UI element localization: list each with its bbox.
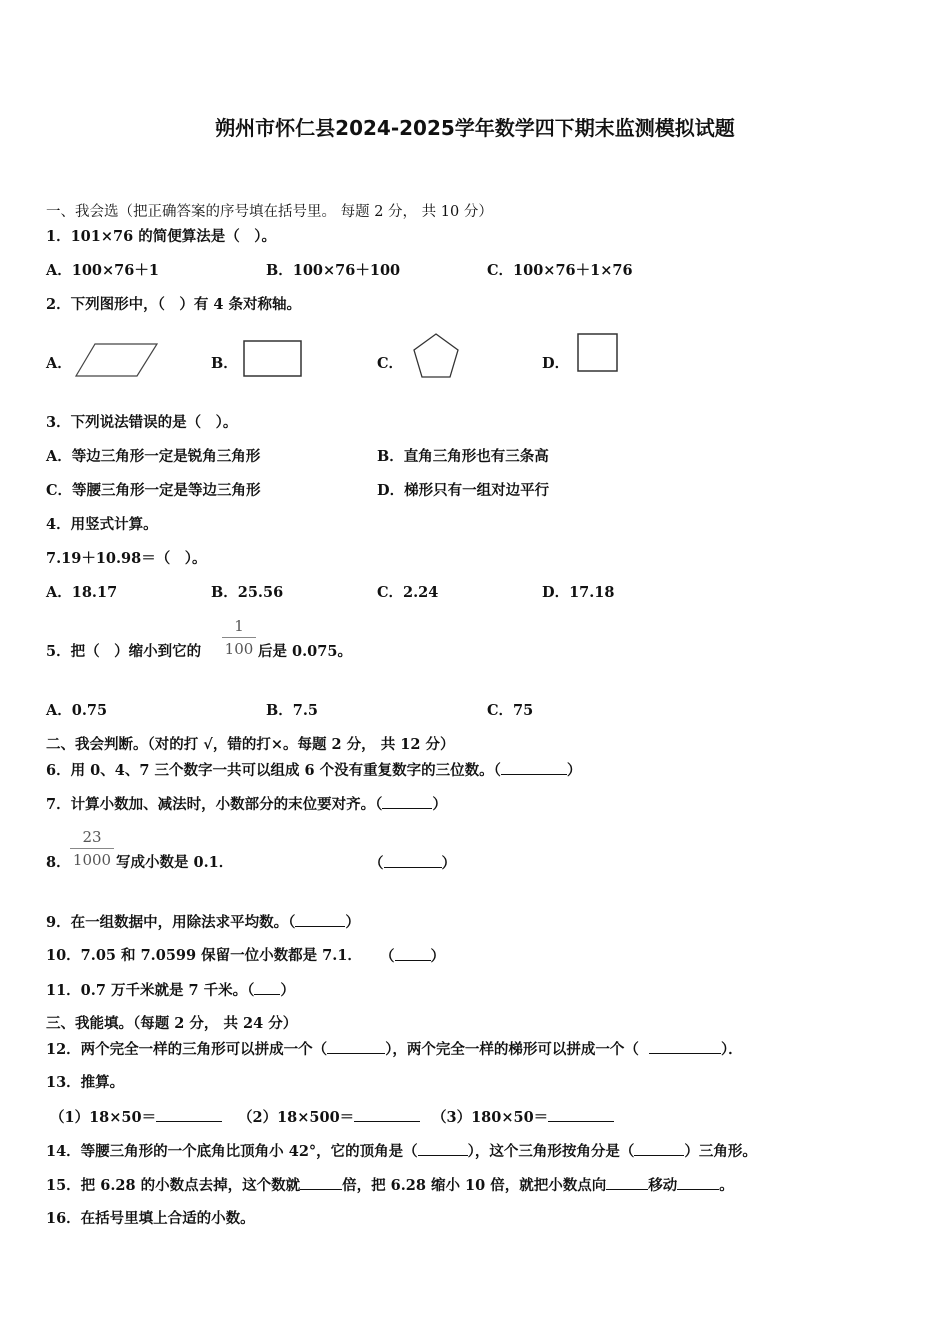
q14-statement	[46, 1141, 757, 1162]
fraction-numerator: 1	[234, 617, 244, 635]
q4-option-c: C．2.24	[377, 584, 439, 601]
q10-answer	[380, 946, 445, 967]
q3-stem: 3．下列说法错误的是（ ）。	[46, 414, 238, 431]
q13-item-1	[50, 1107, 222, 1128]
q1-option-a: A．100×76＋1	[46, 262, 159, 279]
section-3-heading: 三、我能填。（每题 2 分， 共 24 分）	[46, 1015, 298, 1032]
q12-blank-2[interactable]	[649, 1039, 721, 1054]
q3-option-c: C．等腰三角形一定是等边三角形	[46, 482, 261, 499]
q13-blank-3[interactable]	[548, 1107, 614, 1122]
q6-statement	[46, 760, 581, 781]
q8-answer-blank[interactable]	[384, 853, 442, 868]
q2-stem: 2．下列图形中，（ ）有 4 条对称轴。	[46, 296, 302, 313]
q12-part-3: ）．	[720, 1041, 743, 1058]
q8-open-paren: （	[369, 855, 384, 872]
q2-option-c: C．	[377, 355, 404, 372]
q4-option-d: D．17.18	[542, 584, 615, 601]
q10-answer-blank[interactable]	[395, 946, 431, 961]
q2-option-a: A．	[46, 355, 72, 372]
section-2-heading: 二、我会判断。（对的打 √，错的打×。每题 2 分， 共 12 分）	[46, 736, 455, 753]
section-1-heading: 一、我会选（把正确答案的序号填在括号里。 每题 2 分， 共 10 分）	[46, 204, 493, 220]
q9-text: 9．在一组数据中，用除法求平均数。（	[46, 914, 296, 931]
q11-text: 11．0.7 万千米就是 7 千米。（	[46, 982, 255, 999]
fraction-bar	[222, 637, 256, 638]
q4-option-b: B．25.56	[211, 584, 284, 601]
q1-option-b: B．100×76＋100	[266, 262, 401, 279]
q12-statement	[46, 1039, 743, 1060]
q2-option-d: D．	[542, 355, 570, 372]
q13-item-2	[238, 1107, 420, 1128]
q13-blank-1[interactable]	[156, 1107, 222, 1122]
square-icon	[577, 333, 619, 373]
page-title: 朔州市怀仁县2024-2025学年数学四下期末监测模拟试题	[215, 116, 735, 140]
q15-part-4: 。	[719, 1177, 734, 1194]
q5-stem-prefix: 5．把（ ）缩小到它的	[46, 643, 202, 660]
q14-part-1: 14．等腰三角形的一个底角比顶角小 42°，它的顶角是（	[46, 1143, 418, 1160]
q13-item-3-text: （3）180×50＝	[432, 1109, 549, 1126]
q7-statement	[46, 794, 447, 815]
q2-option-b: B．	[211, 355, 238, 372]
q15-part-1: 15．把 6.28 的小数点去掉，这个数就	[46, 1177, 301, 1194]
q5-stem-suffix: 后是 0.075。	[258, 643, 352, 660]
q10-close-paren: ）	[430, 948, 445, 965]
q12-part-1: 12．两个完全一样的三角形可以拼成一个（	[46, 1041, 328, 1058]
q8-close-paren: ）	[441, 855, 456, 872]
q4-expression: 7.19＋10.98＝（ ）。	[46, 550, 207, 567]
q9-answer-blank[interactable]	[295, 912, 345, 927]
q7-answer-blank[interactable]	[382, 794, 432, 809]
parallelogram-icon	[75, 342, 159, 378]
q5-option-a: A．0.75	[46, 702, 108, 719]
rectangle-icon	[243, 340, 303, 378]
q1-stem: 1．101×76 的简便算法是（ ）。	[46, 228, 276, 245]
q15-part-3: 移动	[648, 1177, 678, 1194]
q5-option-b: B．7.5	[266, 702, 318, 719]
q8-fraction	[70, 827, 114, 870]
q10-text: 10．7.05 和 7.0599 保留一位小数都是 7.1．	[46, 947, 362, 964]
q6-text: 6．用 0、4、7 三个数字一共可以组成 6 个没有重复数字的三位数。（	[46, 762, 501, 779]
q4-option-a: A．18.17	[46, 584, 118, 601]
q3-option-a: A．等边三角形一定是锐角三角形	[46, 448, 261, 465]
q3-option-b: B．直角三角形也有三条高	[377, 448, 549, 465]
q14-blank-2[interactable]	[634, 1141, 684, 1156]
q5-fraction	[222, 616, 256, 659]
q13-item-2-text: （2）18×500＝	[238, 1109, 355, 1126]
q9-close-paren: ）	[345, 914, 360, 931]
fraction-denominator: 100	[224, 640, 254, 658]
q7-close-paren: ）	[432, 796, 447, 813]
pentagon-icon	[412, 333, 460, 379]
fraction-numerator: 23	[82, 828, 102, 846]
q15-part-2: 倍，把 6.28 缩小 10 倍，就把小数点向	[342, 1177, 607, 1194]
q4-stem: 4．用竖式计算。	[46, 516, 158, 533]
q12-blank-1[interactable]	[327, 1039, 385, 1054]
q7-text: 7．计算小数加、减法时，小数部分的末位要对齐。（	[46, 796, 383, 813]
q14-part-2: ），这个三角形按角分是（	[467, 1143, 635, 1160]
fraction-bar	[70, 848, 114, 849]
q13-blank-2[interactable]	[354, 1107, 420, 1122]
q9-statement	[46, 912, 360, 933]
q13-item-3	[432, 1107, 614, 1128]
q15-statement	[46, 1175, 734, 1196]
q11-statement	[46, 980, 295, 1001]
q15-blank-1[interactable]	[300, 1175, 342, 1190]
q16-stem: 16．在括号里填上合适的小数。	[46, 1210, 255, 1227]
q14-part-3: ）三角形。	[684, 1143, 757, 1160]
q15-blank-3[interactable]	[677, 1175, 719, 1190]
q15-blank-2[interactable]	[606, 1175, 648, 1190]
q8-suffix: 写成小数是 0.1．	[116, 854, 234, 871]
q1-option-c: C．100×76＋1×76	[487, 262, 633, 279]
q13-item-1-text: （1）18×50＝	[50, 1109, 157, 1126]
q14-blank-1[interactable]	[418, 1141, 468, 1156]
q10-open-paren: （	[380, 948, 395, 965]
q13-stem: 13．推算。	[46, 1074, 125, 1091]
q3-option-d: D．梯形只有一组对边平行	[377, 482, 550, 499]
q6-close-paren: ）	[566, 762, 582, 779]
q12-part-2: ），两个完全一样的梯形可以拼成一个（	[385, 1041, 639, 1058]
q8-answer	[369, 853, 456, 874]
q11-answer-blank[interactable]	[254, 980, 280, 995]
q11-close-paren: ）	[280, 982, 295, 999]
fraction-denominator: 1000	[72, 851, 112, 869]
q6-answer-blank[interactable]	[501, 760, 567, 775]
q8-prefix: 8．	[46, 854, 71, 871]
q5-option-c: C．75	[487, 702, 534, 719]
